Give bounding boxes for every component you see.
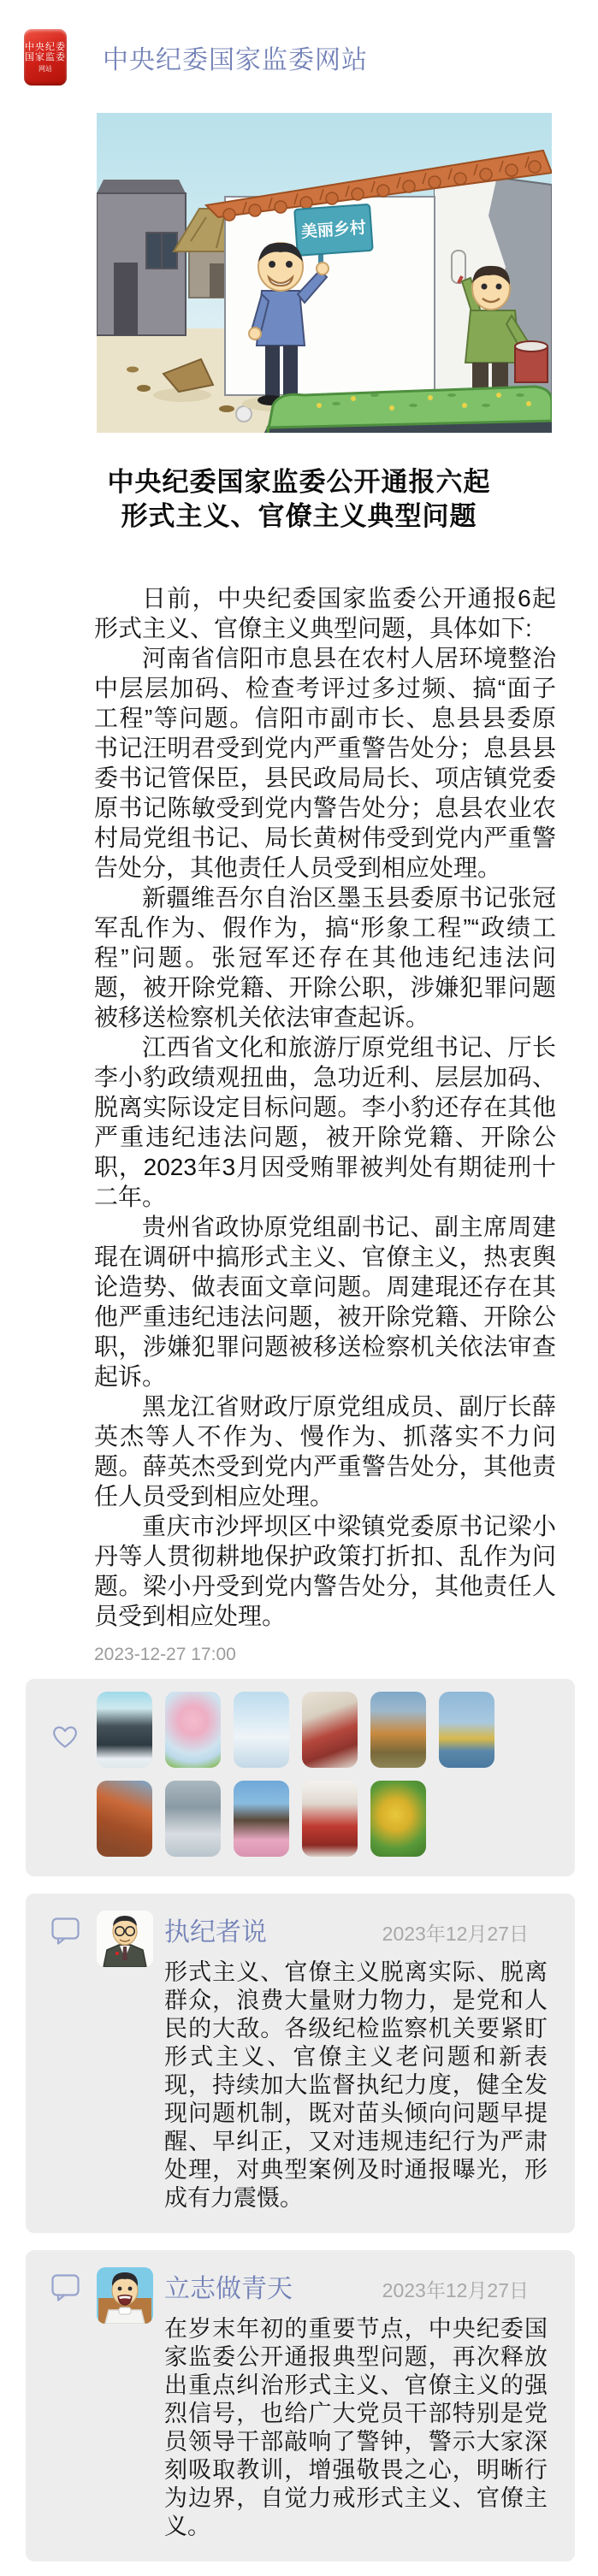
thumbnail-autumn-mountain-river[interactable] (370, 1692, 426, 1768)
site-header (0, 0, 598, 86)
commenter-name[interactable]: 执纪者说 (164, 1918, 267, 1947)
article-illustration (97, 113, 552, 433)
comment-bubble-icon (51, 1917, 80, 1945)
thumbnail-snowy-red-berries-street[interactable] (302, 1692, 358, 1768)
thumbnail-red-berries-in-snow[interactable] (302, 1781, 358, 1857)
commenter-name[interactable]: 立志做青天 (164, 2275, 293, 2303)
logo-text-line3: 网站 (38, 65, 52, 74)
illustration-svg (97, 113, 552, 433)
paragraph: 黑龙江省财政厅原党组成员、副厅长薛英杰等人不作为、慢作为、抓落实不力问题。薛英杰受到党内严重警告处分，其他责任人员受到相应处理。 (94, 1393, 556, 1510)
paragraph: 新疆维吾尔自治区墨玉县委原书记张冠军乱作为、假作为，搞“形象工程”“政绩工程”问题。张冠军还存在其他违纪违法问题，被开除党籍、开除公职，涉嫌犯罪问题被移送检察机关依法审查起诉。 (94, 884, 556, 1031)
article-body (94, 583, 556, 1631)
logo-text-line1: 中央纪委 (25, 41, 66, 52)
heart-icon[interactable] (51, 1724, 79, 1749)
paragraph: 江西省文化和旅游厅原党组书记、厅长李小豹政绩观扭曲，急功近利、层层加码、脱离实际设定目标问题。李小豹还存在其他严重违纪违法问题，被开除党籍、开除公职，2023年3月因受贿罪被判处有期徒刑十二年。 (94, 1034, 556, 1210)
comment-bubble-icon (51, 2274, 80, 2301)
thumbnail-snowy-forest[interactable] (97, 1692, 152, 1768)
paragraph: 重庆市沙坪坝区中梁镇党委原书记梁小丹等人贯彻耕地保护政策打折扣、乱作为问题。梁小丹受到党内警告处分，其他责任人员受到相应处理。 (94, 1513, 556, 1629)
old-gray-house (97, 180, 186, 335)
paragraph: 日前，中央纪委国家监委公开通报6起形式主义、官僚主义典型问题，具体如下: (94, 585, 556, 641)
comment-date: 2023年12月27日 (382, 2279, 529, 2301)
avatar-commenter-1 (97, 1911, 153, 1967)
liker-thumbnails (97, 1692, 575, 1870)
avatar-commenter-2 (97, 2267, 153, 2324)
paragraph: 河南省信阳市息县在农村人居环境整治中层层加码、检查考评过多过频、搞“面子工程”等问题。信阳市副市长、息县县委原书记汪明君受到党内严重警告处分；息县县委书记管保臣，县民政局局长、项店镇党委原书记陈敏受到党内警告处分；息县农业农村局党组书记、局长黄树伟受到党内严重警告处分，其他责任人员受到相应处理。 (94, 645, 556, 881)
likes-card (26, 1679, 575, 1876)
comment-date: 2023年12月27日 (382, 1923, 529, 1945)
comment-text: 在岁末年初的重要节点，中央纪委国家监委公开通报典型问题，再次释放出重点纠治形式主义、官僚主义的强烈信号，也给广大党员干部特别是党员领导干部敲响了警钟，警示大家深刻吸取教训，增强敬畏之心，明晰行为边界，自觉力戒形式主义、官僚主义。 (164, 2316, 548, 2539)
paragraph: 贵州省政协原党组副书记、副主席周建琨在调研中搞形式主义、官僚主义，热衷舆论造势、做表面文章问题。周建琨还存在其他严重违纪违法问题，被开除党籍、开除公职，涉嫌犯罪问题被移送检察机关依法审查起诉。 (94, 1214, 556, 1390)
thumbnail-misty-mountain[interactable] (165, 1781, 221, 1857)
logo-text-line2: 国家监委 (25, 52, 66, 63)
comment-card-1 (26, 1894, 575, 2233)
article-title-line1: 中央纪委国家监委公开通报六起 (107, 467, 491, 497)
site-title: 中央纪委国家监委网站 (103, 46, 368, 74)
thumbnail-autumn-red-tree[interactable] (97, 1781, 152, 1857)
thumbnail-blossom-temple-eaves[interactable] (234, 1781, 289, 1857)
article-title-line2: 形式主义、官僚主义典型问题 (121, 501, 477, 531)
ccdi-logo (24, 29, 67, 86)
thumbnail-pink-lotus[interactable] (165, 1692, 221, 1768)
article-title (0, 465, 598, 534)
thumbnail-yellow-boat-lake[interactable] (439, 1692, 494, 1768)
comment-card-2 (26, 2250, 575, 2561)
beautiful-village-sign-text: 美丽乡村 (300, 219, 367, 242)
publish-timestamp: 2023-12-27 17:00 (94, 1645, 236, 1664)
thumbnail-sunflower[interactable] (370, 1781, 426, 1857)
comment-text: 形式主义、官僚主义脱离实际、脱离群众，浪费大量财力物力，是党和人民的大敌。各级纪检监察机关要紧盯形式主义、官僚主义老问题和新表现，持续加大监督执纪力度，健全发现问题机制，既对苗头倾向问题早提醒、早纠正，又对违规违纪行为严肃处理，对典型案例及时通报曝光，形成有力震慑。 (164, 1959, 548, 2211)
thumbnail-frosted-tree[interactable] (234, 1692, 289, 1768)
